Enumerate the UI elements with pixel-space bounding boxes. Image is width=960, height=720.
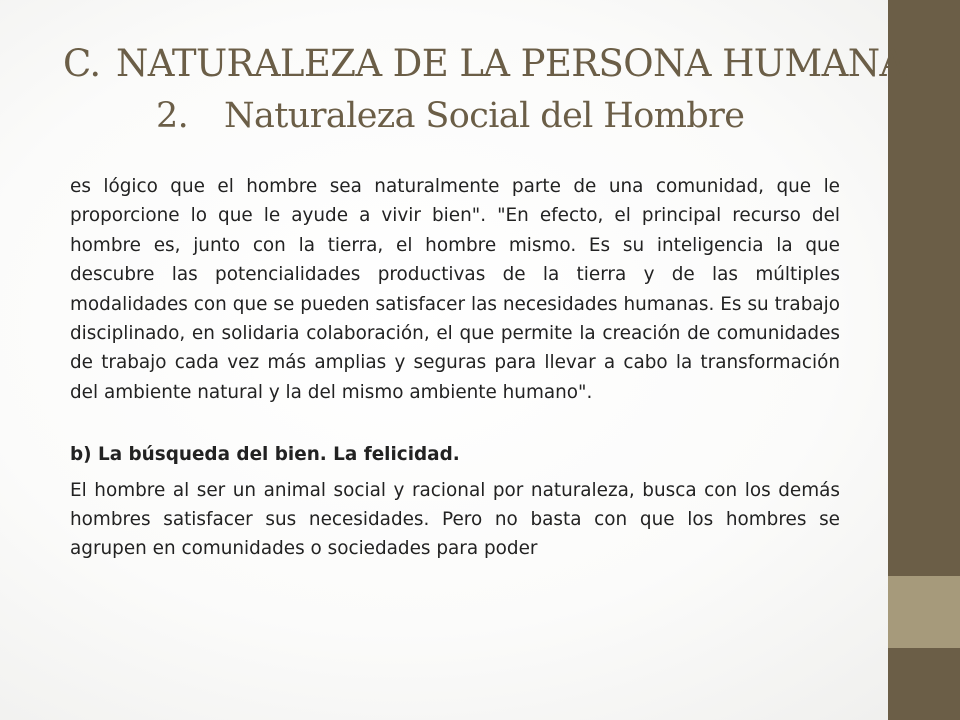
title-text-main: NATURALEZA DE LA PERSONA HUMANA <box>116 42 906 85</box>
body-paragraph-2-container <box>70 476 840 564</box>
title-text-sub: Naturaleza Social del Hombre <box>224 96 745 136</box>
title-number-sub: 2. <box>156 96 189 136</box>
body-paragraph-2: El hombre al ser un animal social y racional por naturaleza, busca con los demás hombres satisfacer sus necesidades. Pero no basta con que los hombres se agrupen en comunidades o sociedades para poder <box>70 479 840 560</box>
body-paragraph-1: es lógico que el hombre sea naturalmente parte de una comunidad, que le proporcione lo que le ayude a vivir bien". "En efecto, el principal recurso del hombre es, junto con la tierra, el hombre mismo. Es su inteligencia la que descubre las potencialidades productivas de la tierra y de las múltiples modalidades con que se pueden satisfacer las necesidades humanas. Es su trabajo disciplinado, en solidaria colaboración, el que permite la creación de comunidades de trabajo cada vez más amplias y seguras para llevar a cabo la transformación del ambiente natural y la del mismo ambiente humano". <box>70 176 840 403</box>
title-number-main: C. <box>63 42 101 85</box>
title-line-sub <box>0 90 888 142</box>
title-line-main <box>0 38 906 90</box>
slide-body <box>70 172 840 564</box>
sidebar-accent-block <box>888 576 960 648</box>
section-heading: b) La búsqueda del bien. La felicidad. <box>70 444 460 466</box>
slide-title <box>0 38 906 142</box>
